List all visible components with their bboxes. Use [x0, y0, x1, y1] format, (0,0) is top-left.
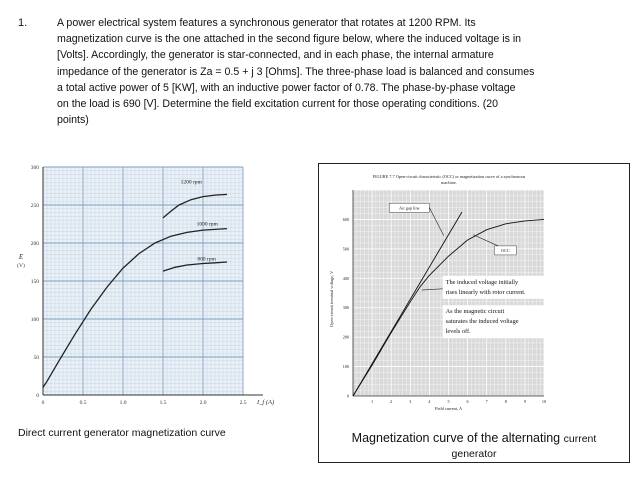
note2-line: saturates the induced voltage — [445, 318, 519, 326]
question-line: magnetization curve is the one attached in the second figure below, where the induced voltage is in — [57, 33, 522, 46]
y-tick-label: 200 — [30, 241, 39, 247]
x-tick-label: 9 — [523, 399, 526, 404]
x-tick-label: 6 — [466, 399, 469, 404]
question-line: A power electrical system features a synchronous generator that rotates at 1200 RPM. Its — [57, 17, 476, 29]
x-tick-label: 3 — [409, 399, 412, 404]
y-tick-label: 400 — [342, 275, 349, 281]
question-line: points) — [57, 114, 89, 127]
x-tick-label: 7 — [485, 399, 488, 404]
ac-caption-main: Magnetization curve of the alternating — [351, 431, 561, 445]
x-tick-label: 1.5 — [159, 400, 167, 406]
question-text — [57, 15, 557, 128]
y-tick-label: 500 — [342, 246, 349, 252]
y-tick-label: 100 — [342, 364, 349, 370]
y-axis-label: E — [18, 253, 24, 261]
question-line: a total active power of 5 [KW], with an inductive power factor of 0.78. The phase-by-phase voltage — [57, 81, 516, 94]
question-number: 1. — [18, 17, 28, 29]
x-tick-label: 10 — [541, 399, 547, 404]
y-tick-label: 250 — [30, 203, 39, 209]
ac-magnetization-chart — [319, 164, 629, 426]
y-axis-label: Open-circuit terminal voltage, V — [329, 270, 334, 327]
note2-line: As the magnetic circuit — [445, 308, 505, 316]
air-gap-label: Air gap line — [399, 205, 420, 211]
series-label: 800 rpm — [197, 256, 216, 263]
chart-title-line2: machine. — [441, 180, 457, 185]
y-tick-label: 300 — [30, 165, 39, 171]
x-tick-label: 5 — [447, 399, 450, 404]
ac-chart-caption-line2: generator — [451, 448, 497, 460]
y-tick-label: 300 — [342, 305, 349, 311]
ac-caption-small: current — [563, 433, 597, 445]
x-axis-label: Field current, A — [434, 406, 463, 411]
y-tick-label: 100 — [30, 317, 39, 323]
x-tick-label: 0.5 — [79, 400, 87, 406]
y-tick-label: 50 — [33, 355, 39, 361]
ac-figure-frame — [318, 163, 630, 463]
y-axis-unit: (V) — [17, 263, 25, 269]
note2-line: levels off. — [445, 328, 471, 336]
x-tick-label: 2.0 — [199, 400, 207, 406]
chart-title: FIGURE 7.7 Open-circuit characteristic (OCC) or magnetization curve of a synchronous — [372, 174, 526, 179]
question-line: impedance of the generator is Za = 0.5 + j 3 [Ohms]. The three-phase load is balanced and consumes — [57, 65, 535, 78]
y-tick-label: 600 — [342, 216, 349, 222]
question-line: [Volts]. Accordingly, the generator is star-connected, and in each phase, the internal armature — [57, 49, 494, 62]
dc-magnetization-chart — [0, 150, 300, 425]
y-tick-label: 150 — [30, 279, 39, 285]
x-tick-label: 2.5 — [239, 400, 247, 406]
x-tick-label: 1 — [371, 399, 374, 404]
y-tick-label: 0 — [36, 393, 39, 399]
x-tick-label: 4 — [428, 399, 431, 404]
ac-chart-caption — [319, 431, 629, 445]
x-axis-label: I_f (A) — [257, 399, 275, 406]
x-tick-label: 2 — [390, 399, 393, 404]
occ-label: OCC — [500, 248, 510, 254]
x-tick-label: 8 — [504, 399, 507, 404]
series-label: 1000 rpm — [196, 221, 218, 228]
series-label: 1200 rpm — [180, 179, 202, 186]
y-tick-label: 200 — [342, 334, 349, 340]
dc-chart-caption: Direct current generator magnetization curve — [18, 427, 226, 439]
note1-line: rises linearly with rotor current. — [445, 288, 526, 296]
x-tick-label: 1.0 — [119, 400, 127, 406]
y-tick-label: 0 — [346, 393, 349, 399]
x-tick-label: 0 — [41, 400, 45, 406]
note1-line: The induced voltage initially — [445, 278, 519, 286]
question-line: on the load is 690 [V]. Determine the field excitation current for those operating conditions. (20 — [57, 98, 499, 111]
